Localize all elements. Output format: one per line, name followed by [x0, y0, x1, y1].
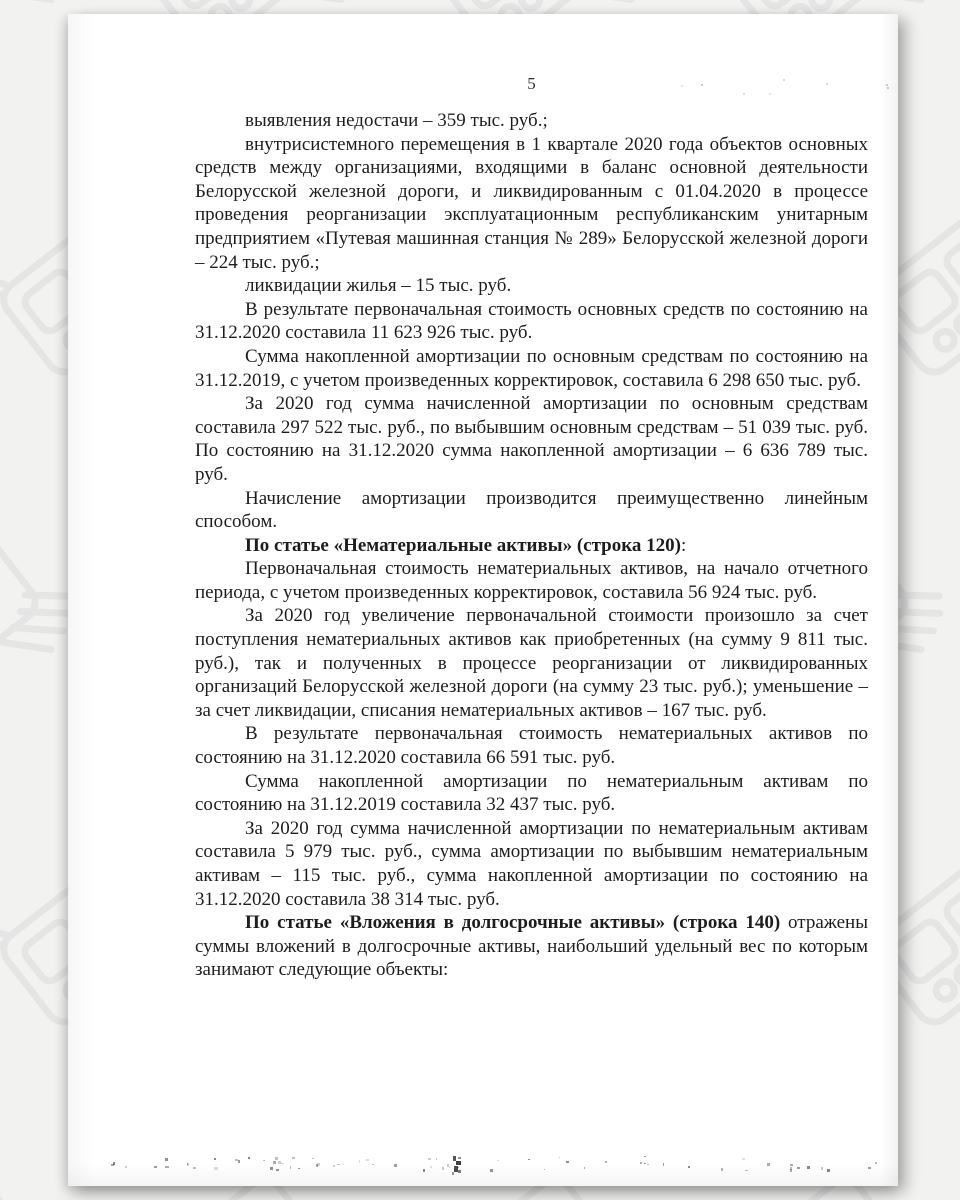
noise-speck — [238, 1160, 240, 1163]
noise-speck — [436, 1158, 437, 1161]
paragraph: Первоначальная стоимость нематериальных активов, на начало отчетного периода, с учетом произведенных корректировок, составила 56 924 тыс. руб. — [195, 558, 868, 603]
noise-speck — [248, 1157, 250, 1159]
noise-speck — [790, 1169, 791, 1172]
noise-speck — [430, 1166, 432, 1167]
paragraph-heading: По статье «Нематериальные активы» (строка 120): — [245, 534, 687, 556]
document-body — [195, 109, 868, 982]
noise-speck — [154, 1166, 157, 1168]
paragraph: Сумма накопленной амортизации по основным средствам по состоянию на 31.12.2019, с учетом произведенных корректировок, составила 6 298 650 тыс. руб. — [195, 345, 868, 391]
noise-speck — [278, 1161, 281, 1163]
noise-speck — [797, 1167, 800, 1169]
paragraph: Сумма накопленной амортизации по нематериальным активам по состоянию на 31.12.2019 составила 32 437 тыс. руб. — [195, 770, 868, 816]
noise-blob — [452, 1172, 454, 1175]
noise-speck — [428, 1158, 431, 1160]
noise-blob — [453, 1156, 456, 1161]
noise-speck — [490, 1169, 493, 1171]
paragraph: Начисление амортизации производится преимущественно линейным способом. — [195, 487, 868, 533]
noise-speck — [298, 1168, 301, 1169]
noise-speck — [273, 1161, 276, 1163]
noise-speck — [125, 1166, 126, 1168]
noise-speck — [827, 1169, 830, 1171]
noise-speck — [442, 1167, 445, 1170]
paragraph: За 2020 год сумма начисленной амортизации по нематериальным активам составила 5 979 тыс. руб., сумма амортизации по выбывшим нематериальным активам – 115 тыс. руб., сумма накопленной амортизации по состоянию на 31.12.2020 составила 38 314 тыс. руб. — [195, 817, 868, 910]
noise-speck — [605, 1161, 607, 1163]
noise-speck — [584, 1167, 585, 1169]
noise-blob — [454, 1166, 458, 1172]
noise-speck — [317, 1163, 320, 1166]
noise-speck — [187, 1163, 188, 1164]
document-page — [68, 14, 898, 1186]
noise-speck — [644, 1156, 646, 1157]
noise-speck — [688, 1166, 690, 1169]
noise-speck — [281, 1163, 283, 1164]
noise-speck — [111, 1164, 114, 1167]
noise-speck — [497, 1160, 499, 1161]
noise-speck — [790, 1164, 793, 1166]
paragraph: В результате первоначальная стоимость нематериальных активов по состоянию на 31.12.2020 составила 66 591 тыс. руб. — [195, 723, 868, 769]
noise-speck — [292, 1157, 294, 1158]
noise-speck — [372, 1164, 374, 1165]
noise-speck — [290, 1166, 291, 1169]
noise-speck — [559, 1157, 560, 1158]
noise-speck — [276, 1169, 279, 1170]
watermark-icon — [947, 0, 960, 131]
noise-speck — [359, 1160, 360, 1163]
noise-speck — [544, 1169, 545, 1171]
paragraph: выявления недостачи – 359 тыс. руб.; — [245, 110, 548, 131]
noise-speck — [742, 1158, 745, 1160]
noise-speck — [767, 1163, 770, 1166]
noise-speck — [868, 1167, 870, 1169]
paragraph: В результате первоначальная стоимость основных средств по состоянию на 31.12.2020 составила 11 623 926 тыс. руб. — [195, 298, 868, 344]
noise-speck — [456, 1167, 459, 1168]
noise-speck — [821, 1167, 823, 1169]
noise-speck — [214, 1167, 217, 1170]
noise-speck — [214, 1158, 216, 1160]
noise-speck — [644, 1163, 646, 1164]
noise-speck — [343, 1163, 345, 1165]
noise-speck — [745, 1170, 748, 1171]
noise-blob — [458, 1170, 461, 1173]
noise-speck — [316, 1164, 318, 1167]
noise-speck — [312, 1158, 314, 1159]
noise-speck — [447, 1164, 449, 1166]
paragraph: внутрисистемного перемещения в 1 квартале 2020 года объектов основных средств между организациями, входящими в баланс основной деятельности Белорусской железной дороги, и ликвидированным с 01.04.2020 в процессе проведения реорганизации эксплуатационным республиканским унитарным предприятием «Путевая машинная станция № 289» Белорусской железной дороги – 224 тыс. руб.; — [195, 133, 868, 273]
noise-speck — [187, 1163, 189, 1166]
noise-speck — [113, 1162, 114, 1165]
noise-speck — [887, 87, 889, 89]
noise-speck — [394, 1164, 397, 1166]
noise-speck — [528, 1159, 530, 1161]
noise-speck — [566, 1161, 569, 1163]
paragraph: ликвидации жилья – 15 тыс. руб. — [245, 275, 512, 297]
noise-speck — [275, 1157, 278, 1160]
noise-speck — [337, 1164, 340, 1165]
noise-speck — [790, 1167, 793, 1170]
noise-speck — [458, 1157, 461, 1159]
noise-speck — [366, 1159, 369, 1161]
noise-speck — [640, 1162, 642, 1164]
noise-speck — [721, 1168, 722, 1170]
noise-speck — [886, 84, 888, 86]
noise-speck — [165, 1166, 168, 1168]
paragraph: За 2020 год увеличение первоначальной стоимости произошло за счет поступления нематериальных активов как приобретенных (на сумму 9 811 тыс. руб.), так и полученных в процессе реорганизации от ликвидированных организаций Белорусской железной дороги (на сумму 23 тыс. руб.); уменьшение – за счет ликвидации, списания нематериальных активов – 167 тыс. руб. — [195, 605, 868, 721]
noise-speck — [263, 1160, 264, 1162]
noise-speck — [423, 1169, 425, 1172]
paragraph: За 2020 год сумма начисленной амортизации по основным средствам составила 297 522 тыс. руб., по выбывшим основным средствам – 51 039 тыс. руб. По состоянию на 31.12.2020 сумма накопленной амортизации – 6 636 789 тыс. руб. — [195, 393, 868, 485]
noise-speck — [449, 1167, 450, 1168]
noise-speck — [165, 1158, 168, 1161]
noise-speck — [235, 1159, 238, 1160]
noise-speck — [663, 1163, 664, 1166]
noise-blob — [456, 1161, 461, 1165]
noise-speck — [333, 1165, 336, 1167]
watermark-icon — [947, 1104, 960, 1200]
noise-speck — [875, 1162, 876, 1163]
noise-speck — [193, 1167, 195, 1170]
noise-speck — [270, 1167, 273, 1170]
noise-speck — [807, 1166, 809, 1169]
noise-speck — [647, 1164, 650, 1165]
paragraph-heading: По статье «Вложения в долгосрочные активы» (строка 140) отражены суммы вложений в долгосрочные активы, наибольший удельный вес по которым занимают следующие объекты: — [195, 912, 868, 981]
page-number: 5 — [527, 74, 536, 93]
